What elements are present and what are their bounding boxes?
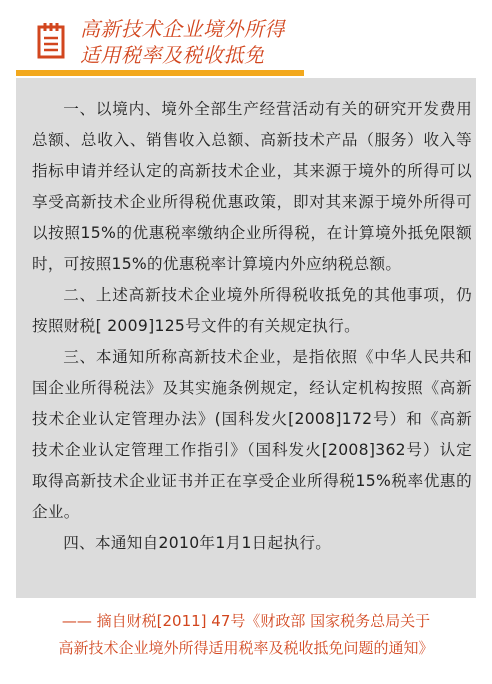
source-line-2: 高新技术企业境外所得适用税率及税收抵免问题的通知》 <box>58 639 434 657</box>
page-title <box>80 16 285 68</box>
body-panel <box>16 78 476 598</box>
document-list-icon <box>36 22 66 60</box>
paragraph-1: 一、以境内、境外全部生产经营活动有关的研究开发费用总额、总收入、销售收入总额、高新技术产品（服务）收入等指标申请并经认定的高新技术企业，其来源于境外的所得可以享受高新技术企业所得税优惠政策，即对其来源于境外所得可以按照15%的优惠税率缴纳企业所得税，在计算境外抵免限额时，可按照15%的优惠税率计算境内外应纳税总额。 <box>32 100 472 273</box>
paragraph-2: 二、上述高新技术企业境外所得税收抵免的其他事项，仍按照财税[ 2009]125号文件的有关规定执行。 <box>32 286 472 335</box>
source-line-1: —— 摘自财税[2011] 47号《财政部 国家税务总局关于 <box>61 612 431 630</box>
header <box>16 8 476 78</box>
paragraph-3: 三、本通知所称高新技术企业，是指依照《中华人民共和国企业所得税法》及其实施条例规定，经认定机构按照《高新技术企业认定管理办法》(国科发火[2008]172号）和《高新技术企业认定管理工作指引》（国科发火[2008]362号）认定取得高新技术企业证书并正在享受企业所得税15%税率优惠的企业。 <box>32 348 472 521</box>
body-text <box>32 94 472 559</box>
source-citation <box>16 608 476 662</box>
title-underline <box>16 70 304 76</box>
title-line-1: 高新技术企业境外所得 <box>80 17 285 41</box>
title-line-2: 适用税率及税收抵免 <box>80 43 265 67</box>
paragraph-4: 四、本通知自2010年1月1日起执行。 <box>63 534 332 552</box>
